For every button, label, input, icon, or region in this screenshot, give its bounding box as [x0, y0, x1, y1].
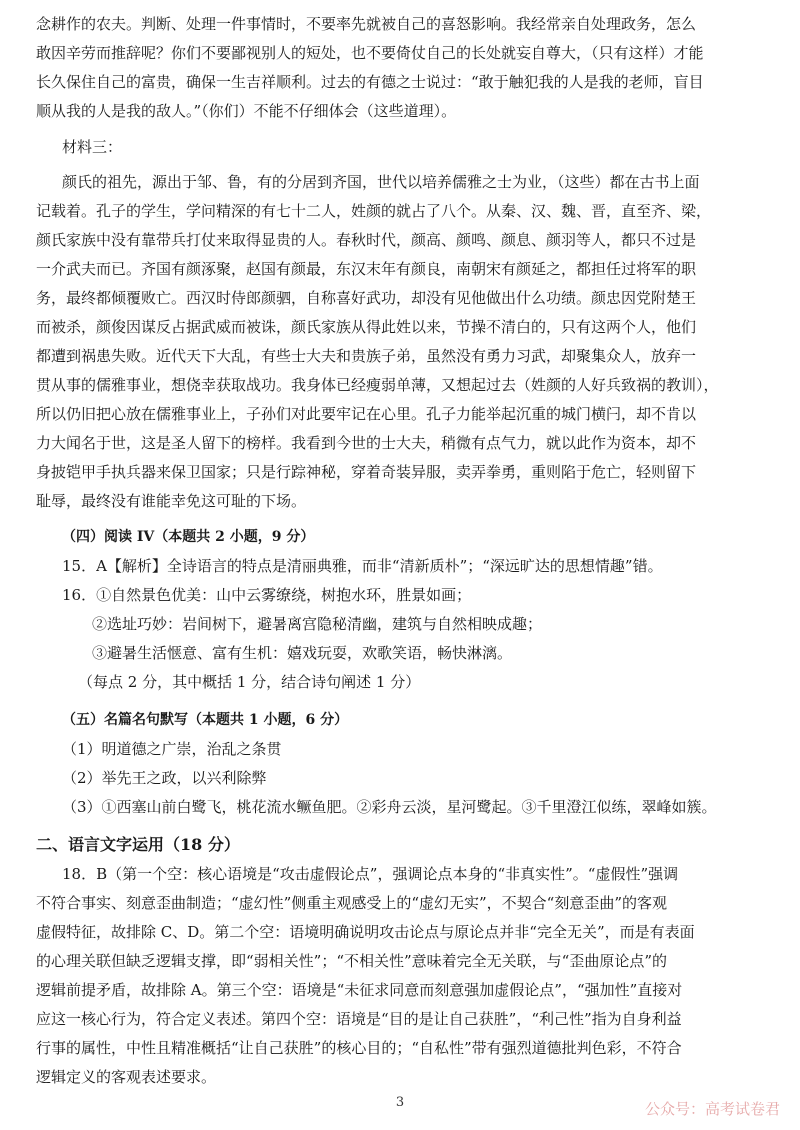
- text-line: 敢因辛劳而推辞呢？你们不要鄙视别人的短处，也不要倚仗自己的长处就妄自尊大，（只有这样）才能: [36, 44, 704, 62]
- text-line: 长久保住自己的富贵，确保一生吉祥顺利。过去的有德之士说过：“敢于触犯我的人是我的老师，盲目: [36, 73, 704, 91]
- text-line: 而被杀，颜俊因谋反占据武威而被诛，颜氏家族从得此姓以来，节操不清白的，只有这两个人，他们: [36, 318, 697, 336]
- text-line: 念耕作的农夫。判断、处理一件事情时，不要率先就被自己的喜怒影响。我经常亲自处理政务，怎么: [36, 15, 697, 33]
- material3-label: 材料三：: [62, 138, 123, 156]
- text-line: 的心理关联但缺乏逻辑支撑，即“弱相关性”；“不相关性”意味着完全无关联，与“歪曲原论点”的: [36, 952, 668, 970]
- text-line: 所以仍旧把心放在儒雅事业上，子孙们对此要牢记在心里。孔子力能举起沉重的城门横闩，却不肯以: [36, 405, 697, 423]
- text-line: 行事的属性，中性且精准概括“让自己获胜”的核心目的；“自私性”带有强烈道德批判色彩，不符合: [36, 1039, 682, 1057]
- text-line: 应这一核心行为，符合定义表述。第四个空：语境是“目的是让自己获胜”，“利己性”指为自身利益: [36, 1010, 682, 1028]
- watermark: 公众号：高考试卷君: [644, 1100, 780, 1118]
- q16-point-2: ②选址巧妙：岩间树下，避暑离宫隐秘清幽，建筑与自然相映成趣；: [92, 615, 543, 633]
- text-line: 贯从事的儒雅事业，想侥幸获取战功。我身体已经瘦弱单薄，又想起过去（姓颜的人好兵致祸的教训），: [36, 376, 719, 394]
- text-line: 虚假特征，故排除 C、D。第二个空：语境明确说明攻击论点与原论点并非“完全无关”，而是有表面: [36, 923, 695, 941]
- q16-point-1: 16．①自然景色优美：山中云雾缭绕，树抱水环，胜景如画；: [62, 586, 472, 604]
- q17-answer-3: （3）①西塞山前白鹭飞，桃花流水鳜鱼肥。②彩舟云淡，星河鹭起。③千里澄江似练，翠峰如簇。: [62, 798, 717, 816]
- q17-answer-2: （2）举先王之政，以兴利除弊: [62, 769, 267, 787]
- text-line: 都遭到祸患失败。近代天下大乱，有些士大夫和贵族子弟，虽然没有勇力习武，却聚集众人，放弃一: [36, 347, 697, 365]
- text-line: 颜氏家族中没有靠带兵打仗来取得显贵的人。春秋时代，颜高、颜鸣、颜息、颜羽等人，都只不过是: [36, 231, 697, 249]
- text-line: 一介武夫而已。齐国有颜涿聚，赵国有颜最，东汉末年有颜良，南朝宋有颜延之，都担任过将军的职: [36, 260, 697, 278]
- text-line: 身披铠甲手执兵器来保卫国家；只是行踪神秘，穿着奇装异服，卖弄拳勇，重则陷于危亡，轻则留下: [36, 463, 697, 481]
- part2-heading: 二、语言文字运用（18 分）: [36, 835, 240, 854]
- text-line: 记载着。孔子的学生，学问精深的有七十二人，姓颜的就占了八个。从秦、汉、魏、晋，直至齐、梁，: [36, 202, 712, 220]
- text-line: 力大闻名于世，这是圣人留下的榜样。我看到今世的士大夫，稍微有点气力，就以此作为资本，却不: [36, 434, 697, 452]
- text-line: 逻辑前提矛盾，故排除 A。第三个空：语境是“未征求同意而刻意强加虚假论点”，“强加性”直接对: [36, 981, 683, 999]
- text-line: 颜氏的祖先，源出于邹、鲁，有的分居到齐国，世代以培养儒雅之士为业，（这些）都在古书上面: [62, 173, 700, 191]
- text-line: 务，最终都倾覆败亡。西汉时侍郎颜驷，自称喜好武功，却没有见他做出什么功绩。颜忠因党附楚王: [36, 289, 697, 307]
- q16-scoring-note: （每点 2 分，其中概括 1 分，结合诗句阐述 1 分）: [78, 673, 421, 691]
- text-line: 逻辑定义的客观表述要求。: [36, 1068, 217, 1086]
- q17-answer-1: （1）明道德之广崇，治乱之条贯: [62, 740, 282, 758]
- text-line: 顺从我的人是我的敌人。”（你们）不能不仔细体会（这些道理）。: [36, 102, 457, 120]
- text-line: 不符合事实、刻意歪曲制造；“虚幻性”侧重主观感受上的“虚幻无实”，不契合“刻意歪曲”的客观: [36, 894, 668, 912]
- q16-point-3: ③避暑生活惬意、富有生机：嬉戏玩耍，欢歌笑语，畅快淋漓。: [92, 644, 513, 662]
- section5-heading: （五）名篇名句默写（本题共 1 小题，6 分）: [62, 712, 349, 728]
- section4-heading: （四）阅读 IV（本题共 2 小题，9 分）: [62, 529, 315, 545]
- page-number: 3: [395, 1095, 405, 1110]
- text-line: 18．B（第一个空：核心语境是“攻击虚假论点”，强调论点本身的“非真实性”。“虚假性”强调: [62, 865, 679, 883]
- q15-answer: 15．A【解析】全诗语言的特点是清丽典雅，而非“清新质朴”；“深远旷达的思想情趣”错。: [62, 557, 663, 575]
- text-line: 耻辱，最终没有谁能幸免这可耻的下场。: [36, 492, 307, 510]
